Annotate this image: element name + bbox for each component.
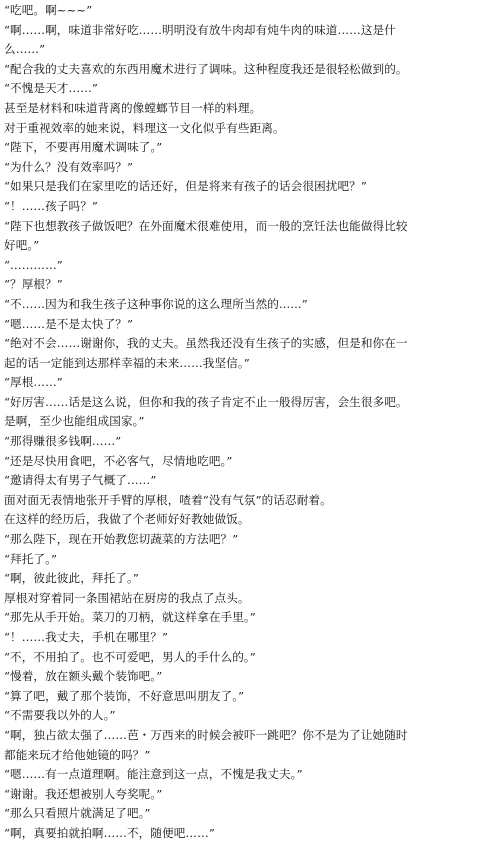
text-line: “如果只是我们在家里吃的话还好，但是将来有孩子的话会很困扰吧？”	[4, 179, 367, 194]
text-line: “还是尽快用食吧，不必客气，尽情地吃吧。”	[4, 453, 233, 468]
text-line: 起的话一定能到达那样幸福的未来……我坚信。”	[4, 355, 250, 370]
text-line: 是啊，至少也能组成国家。”	[4, 414, 145, 429]
text-line: 厚根对穿着同一条围裙站在厨房的我点了点头。	[4, 590, 250, 605]
text-line: “吃吧。啊~~~”	[4, 3, 93, 17]
text-line: 么……”	[4, 42, 46, 57]
text-line: 好吧。”	[4, 238, 40, 253]
text-line: “啊，彼此彼此，拜托了。”	[4, 571, 139, 586]
text-line: “啊，独占欲太强了……芭・万西来的时候会被吓一跳吧？你不是为了让她随时	[4, 727, 408, 742]
text-line: “啊……啊，味道非常好吃……明明没有放牛肉却有炖牛肉的味道……这是什	[4, 22, 396, 37]
text-line: “陛下也想教孩子做饭吧？在外面魔术很难使用，而一般的烹饪法也能做得比较	[4, 218, 408, 233]
text-line: “谢谢。我还想被别人夸奖呢。”	[4, 786, 163, 801]
text-line: 都能来玩才给他她镜的吗？”	[4, 747, 151, 762]
text-line: “算了吧，戴了那个装饰，不好意思叫朋友了。”	[4, 688, 245, 703]
text-line: 面对面无表情地张开手臂的厚根，喳着“没有气氛”的话忍耐着。	[4, 492, 332, 507]
text-line: 对于重视效率的她来说，料理这一文化似乎有些距离。	[4, 120, 285, 135]
text-line: “陛下，不要再用魔术调味了。”	[4, 140, 163, 155]
text-line: “那先从手开始。菜刀的刀柄，就这样拿在手里。”	[4, 610, 256, 625]
text-line: “…………”	[4, 257, 63, 272]
text-line: “那得赚很多钱啊……”	[4, 434, 122, 449]
text-line: “慢着，放在额头戴个装饰吧。”	[4, 669, 163, 684]
text-line: “拜托了。”	[4, 551, 58, 566]
text-line: “为什么？没有效率吗？”	[4, 159, 133, 174]
text-line: “那么陛下，现在开始教您切蔬菜的方法吧？”	[4, 532, 239, 547]
text-line: “不，不用拍了。也不可爱吧，男人的手什么的。”	[4, 649, 256, 664]
text-line: “那么只看照片就满足了吧。”	[4, 806, 151, 821]
text-line: “不需要我以外的人。”	[4, 708, 116, 723]
text-line: “厚根……”	[4, 375, 63, 390]
text-line: “配合我的丈夫喜欢的东西用魔术进行了调味。这种程度我还是很轻松做到的。	[4, 61, 408, 76]
text-line: “绝对不会……谢谢你，我的丈夫。虽然我还没有生孩子的实感，但是和你在一	[4, 336, 408, 351]
text-line: “！……孩子吗？”	[4, 198, 98, 213]
text-line: “啊，真要拍就拍啊……不，随便吧……”	[4, 825, 215, 840]
text-line: “！……我丈夫，手机在哪里？”	[4, 630, 169, 644]
text-line: “好厉害……话是这么说，但你和我的孩子肯定不止一般得厉害，会生很多吧。	[4, 394, 408, 409]
text-line: “不愧是天才……”	[4, 81, 98, 96]
text-line: “邀请得太有男子气概了……”	[4, 473, 157, 488]
text-line: “嗯……有一点道理啊。能注意到这一点，不愧是我丈夫。”	[4, 767, 303, 782]
text-line: “嗯……是不是太快了？”	[4, 316, 133, 331]
text-line: 甚至是材料和味道背离的像螳螂节目一样的料理。	[4, 100, 262, 115]
text-line: “不……因为和我生孩子这种事你说的这么理所当然的......”	[4, 296, 308, 311]
text-line: “？厚根？”	[4, 277, 63, 292]
text-line: 在这样的经历后，我做了个老师好好教她做饭。	[4, 512, 250, 527]
